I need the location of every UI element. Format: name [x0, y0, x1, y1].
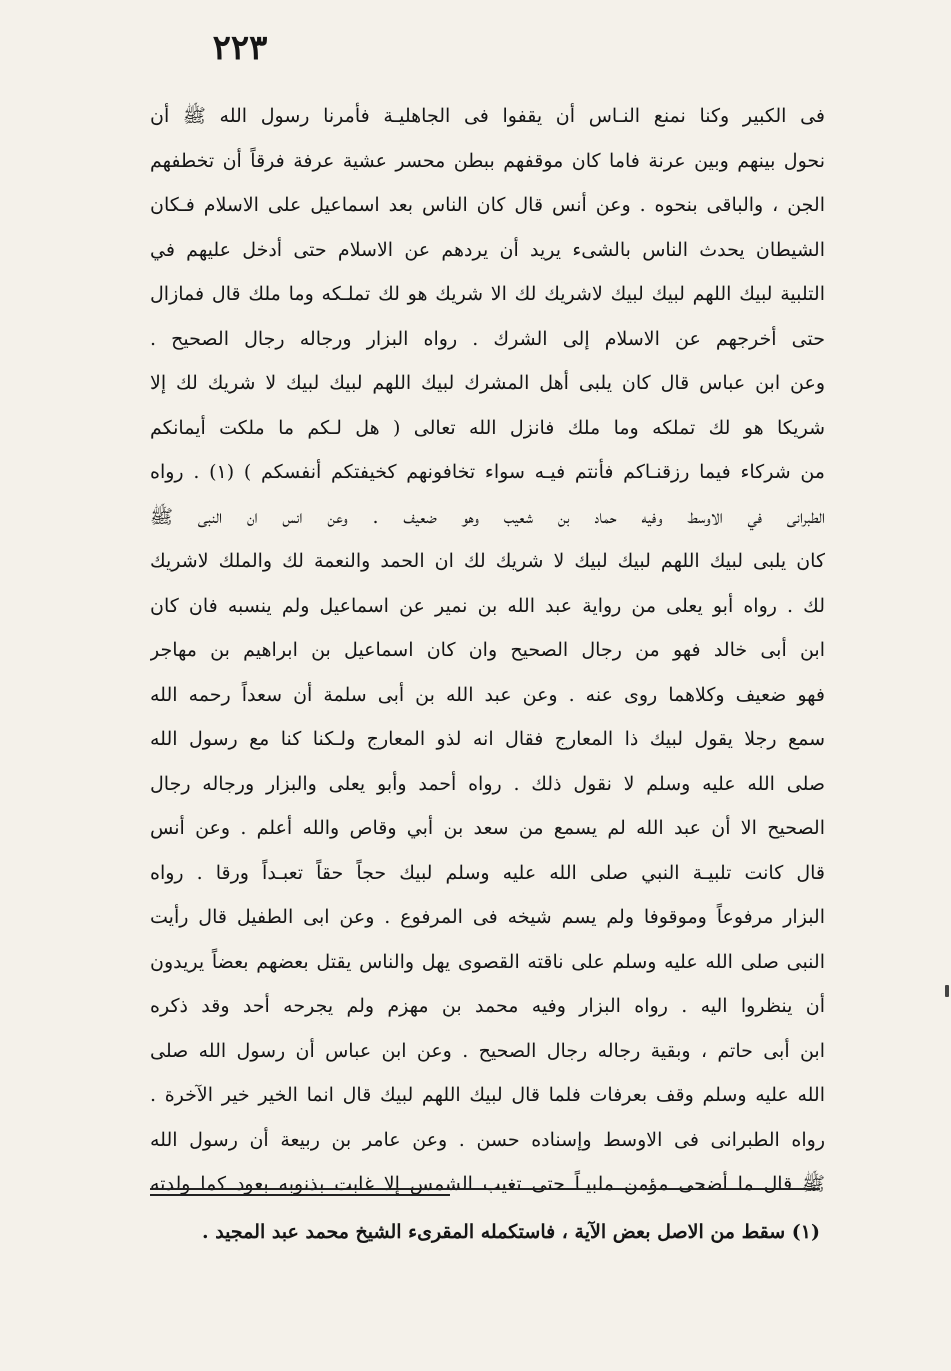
text-line: الشيطان يحدث الناس بالشىء يريد أن يردهم عن الاسلام حتى أدخل عليهم في: [150, 238, 825, 261]
text-line: البزار مرفوعاً وموقوفا ولم يسم شيخه فى المرفوع . وعن ابى الطفيل قال رأيت: [150, 906, 825, 928]
text-line: النبى صلى الله عليه وسلم على ناقته القصوى يهل والناس يقتل بعضهم بعضاً يريدون: [150, 950, 825, 973]
footnote: (١) سقط من الاصل بعض الآية ، فاستكمله المقرىء الشيخ محمد عبد المجيد .: [201, 1221, 820, 1243]
footnote-rule-short: [150, 1194, 450, 1196]
text-line: ﷺ قال ما أضحى مؤمن ملبيـاً حتى تغيب الشمس إلا غابت بذنوبه بعود كما ولدته: [150, 1173, 825, 1195]
text-line: رواه الطبرانى فى الاوسط وإسناده حسن . وعن عامر بن ربيعة أن رسول الله: [150, 1128, 825, 1151]
text-line: الصحيح الا أن عبد الله لم يسمع من سعد بن أبي وقاص والله أعلم . وعن أنس: [150, 817, 825, 839]
text-line: ابن أبى خالد فهو من رجال الصحيح وان كان اسماعيل بن ابراهيم بن مهاجر: [150, 639, 825, 661]
body-text: [150, 94, 825, 1207]
text-line: الله عليه وسلم وقف بعرفات فلما قال لبيك اللهم لبيك قال انما الخير خير الآخرة .: [150, 1084, 825, 1106]
text-line: كان يلبى لبيك اللهم لبيك لبيك لا شريك لك ان الحمد والنعمة لك والملك لاشريك: [150, 550, 825, 572]
margin-mark: [945, 985, 949, 997]
text-line: لك . رواه أبو يعلى من رواية عبد الله بن نمير عن اسماعيل ولم ينسبه فان كان: [150, 594, 825, 617]
text-line: فهو ضعيف وكلاهما روى عنه . وعن عبد الله بن أبى سلمة أن سعداً رحمه الله: [150, 683, 825, 706]
text-line: من شركاء فيما رزقنـاكم فأنتم فيـه سواء تخافونهم كخيفتكم أنفسكم ) (١) . رواه: [150, 461, 825, 483]
text-line: أن ينظروا اليه . رواه البزار وفيه محمد بن مهزم ولم يجرحه أحد وقد ذكره: [150, 995, 825, 1017]
text-line: حتى أخرجهم عن الاسلام إلى الشرك . رواه البزار ورجاله رجال الصحيح .: [150, 327, 825, 350]
text-line: ابن أبى حاتم ، وبقية رجاله رجال الصحيح . وعن ابن عباس أن رسول الله صلى: [150, 1039, 825, 1062]
footnote-rule: [150, 1188, 820, 1190]
text-line: الجن ، والباقى بنحوه . وعن أنس قال كان الناس بعد اسماعيل على الاسلام فـكان: [150, 194, 825, 216]
text-line: فى الكبير وكنا نمنع النـاس أن يقفوا فى الجاهليـة فأمرنا رسول الله ﷺ أن: [150, 105, 825, 127]
text-line: سمع رجلا يقول لبيك ذا المعارج فقال انه لذو المعارج ولـكنا كنا مع رسول الله: [150, 728, 825, 750]
text-line: نحول بينهم وبين عرنة فاما كان موقفهم ببطن محسر عشية عرفة فرقاً أن تخطفهم: [150, 149, 825, 172]
text-line: الطبرانى في الاوسط وفيه حماد بن شعيب وهو ضعيف . وعن انس ان النبى ﷺ: [150, 505, 825, 528]
text-line: التلبية لبيك اللهم لبيك لبيك لاشريك لك الا شريك هو لك تملـكه وما ملك قال فمازال: [150, 283, 825, 305]
page-number: ٢٢٣: [212, 28, 268, 68]
text-line: وعن ابن عباس قال كان يلبى أهل المشرك لبيك اللهم لبيك لبيك لا شريك لك إلا: [150, 372, 825, 394]
text-line: قال كانت تلبيـة النبي صلى الله عليه وسلم لبيك حجاً حقاً تعبـداً ورقا . رواه: [150, 861, 825, 884]
text-line: شريكا هو لك تملكه وما ملك فانزل الله تعالى ( هل لـكم ما ملكت أيمانكم: [150, 416, 825, 439]
text-line: صلى الله عليه وسلم لا نقول ذلك . رواه أحمد وأبو يعلى والبزار ورجاله رجال: [150, 772, 825, 795]
